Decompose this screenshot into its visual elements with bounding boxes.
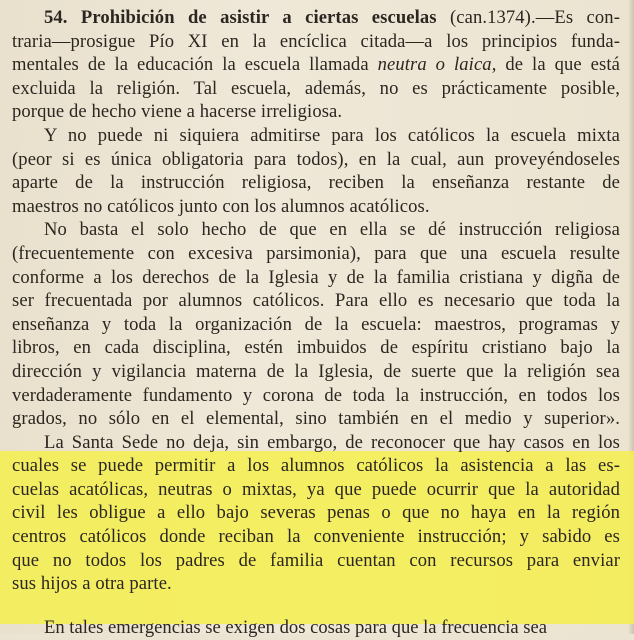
p1-line-2: traria—prosigue Pío XI en la encíclica citada—a los principios funda- bbox=[12, 30, 620, 52]
p1-line-3-start: mentales de la educación la escuela llamada bbox=[12, 54, 378, 76]
p3-line-2: (frecuentemente con excesiva parsimonia), para que una escuela resulte bbox=[12, 242, 620, 264]
p3-line-6: libros, en cada disciplina, estén imbuidos de espíritu cristiano bajo la bbox=[12, 337, 620, 359]
p3-line-9: grados, no sólo en el elemental, sino también en el medio y superior». bbox=[12, 408, 620, 430]
p1-line-3-end: , de la que está bbox=[491, 54, 620, 76]
p4-line-4: civil les obligue a ello bajo severas penas o que no haya en la región bbox=[12, 502, 620, 524]
p3-line-5: enseñanza y toda la organización de la escuela: maestros, programas y bbox=[12, 313, 620, 335]
p2-line-1: Y no puede ni siquiera admitirse para los católicos la escuela mixta bbox=[44, 124, 620, 146]
p3-line-1: No basta el solo hecho de que en ella se dé instrucción religiosa bbox=[44, 219, 620, 241]
p2-line-3: aparte de la instrucción religiosa, reciben la enseñanza restante de bbox=[12, 172, 620, 194]
italic-phrase: neutra o laica bbox=[377, 54, 492, 76]
p1-line-1-rest: (can.1374).—Es con- bbox=[436, 7, 620, 28]
p3-line-4: ser frecuentada por alumnos católicos. Para ello es necesario que toda la bbox=[12, 290, 620, 312]
p4-line-5: centros católicos donde reciban la conveniente instrucción; y sabido es bbox=[12, 526, 620, 548]
p1-line-3 bbox=[12, 53, 620, 77]
body-text bbox=[12, 6, 620, 596]
p4-line-7: sus hijos a otra parte. bbox=[12, 573, 172, 595]
p4-line-2: cuales se puede permitir a los alumnos católicos la asistencia a las es- bbox=[12, 455, 620, 477]
section-title: Prohibición de asistir a ciertas escuelas bbox=[80, 7, 437, 28]
p2-line-4: maestros no católicos junto con los alumnos acatólicos. bbox=[12, 195, 430, 217]
p3-line-8: verdaderamente fundamento y corona de toda la instrucción, en todos los bbox=[12, 384, 620, 406]
p4-line-1: La Santa Sede no deja, sin embargo, de reconocer que hay casos en los bbox=[44, 431, 620, 453]
p4-line-6: que no todos los padres de familia cuentan con recursos para enviar bbox=[12, 549, 620, 571]
p1-line-5: porque de hecho viene a hacerse irreligiosa. bbox=[12, 101, 343, 123]
p2-line-2: (peor si es única obligatoria para todos), en la cual, aun proveyéndoseles bbox=[12, 148, 620, 170]
p3-line-7: dirección y vigilancia materna de la Iglesia, de suerte que la religión sea bbox=[12, 360, 620, 382]
p3-line-3: conforme a los derechos de la Iglesia y de la familia cristiana y digña de bbox=[12, 266, 620, 288]
p4-line-3: cuelas acatólicas, neutras o mixtas, ya que puede ocurrir que la autoridad bbox=[12, 478, 620, 500]
p1-line-4: excluida la religión. Tal escuela, además, no es prácticamente posible, bbox=[12, 77, 620, 99]
section-number: 54. bbox=[44, 7, 68, 28]
cut-off-line: En tales emergencias se exigen dos cosas para que la frecuencia sea bbox=[44, 617, 548, 638]
p1-line-1 bbox=[12, 6, 620, 30]
